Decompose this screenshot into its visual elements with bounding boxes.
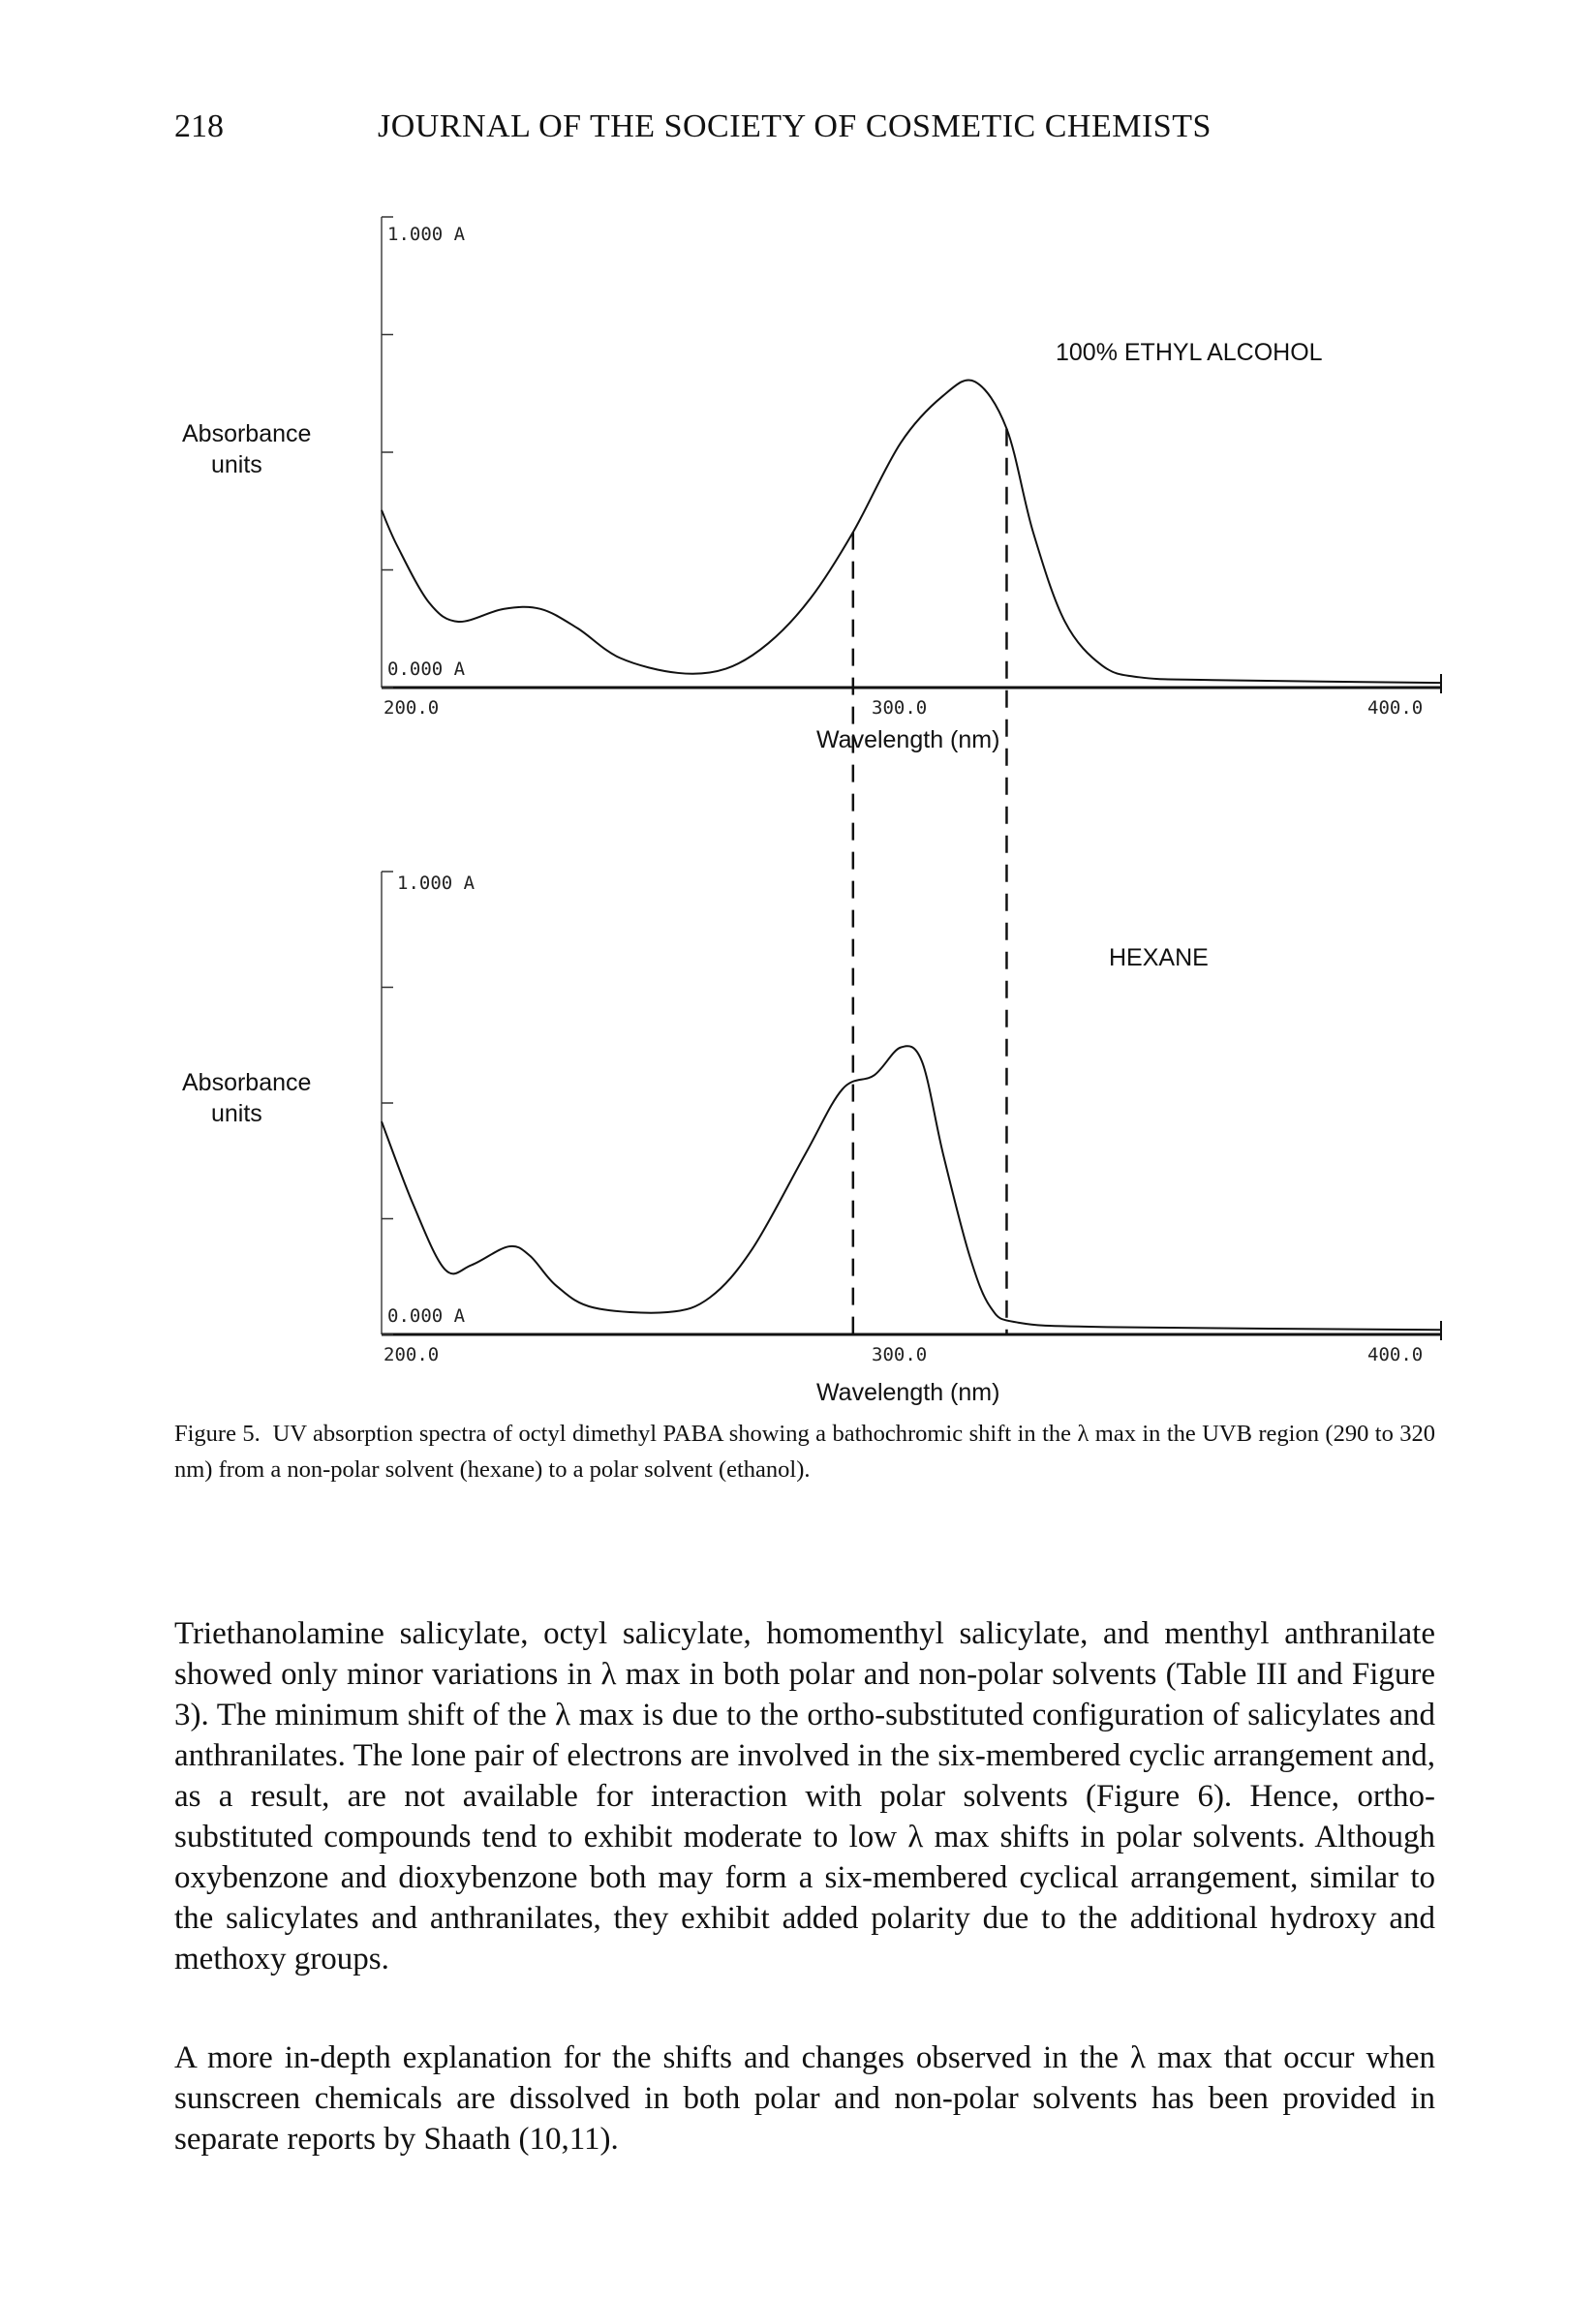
x-axis-label: Wavelength (nm)	[816, 726, 1000, 753]
y-axis-label-units: units	[211, 1100, 262, 1127]
x-tick-label: 300.0	[872, 1344, 928, 1365]
x-tick-label: 300.0	[872, 697, 928, 719]
y-max-label: 1.000 A	[387, 224, 466, 245]
caption-text: UV absorption spectra of octyl dimethyl PABA showing a bathochromic shift in the λ max in the UVB region (290 to 320 nm) from a non-polar solvent (hexane) to a polar solvent (ethanol).	[174, 1421, 1435, 1483]
y-axis-label: Absorbance	[182, 1069, 312, 1096]
y-min-label: 0.000 A	[387, 659, 466, 680]
x-tick-label: 400.0	[1367, 697, 1424, 719]
chart-hexane	[182, 873, 1423, 1406]
x-tick-label: 200.0	[384, 697, 440, 719]
x-axis-label: Wavelength (nm)	[816, 1379, 1000, 1406]
spectrum-line-ethanol	[382, 380, 1441, 683]
y-axis-label-units: units	[211, 451, 262, 478]
figure-caption	[174, 1416, 1435, 1487]
y-min-label: 0.000 A	[387, 1305, 466, 1327]
x-tick-label: 200.0	[384, 1344, 440, 1365]
y-max-label: 1.000 A	[397, 873, 476, 894]
chart-ethanol	[182, 224, 1423, 753]
body-paragraph: A more in-depth explanation for the shifts and changes observed in the λ max that occur when sunscreen chemicals are dissolved in both polar and non-polar solvents has been provided in separate reports by Shaath (10,11).	[174, 2040, 1435, 2157]
x-tick-label: 400.0	[1367, 1344, 1424, 1365]
page-number: 218	[174, 108, 224, 144]
caption-label: Figure 5.	[174, 1421, 261, 1447]
series-title: HEXANE	[1109, 944, 1209, 971]
journal-title: JOURNAL OF THE SOCIETY OF COSMETIC CHEMISTS	[378, 108, 1212, 144]
body-paragraph: Triethanolamine salicylate, octyl salicylate, homomenthyl salicylate, and menthyl anthranilate showed only minor variations in λ max in both polar and non-polar solvents (Table III and Figure 3). The minimum shift of the λ max is due to the ortho-substituted configuration of salicylates and anthranilates. The lone pair of electrons are involved in the six-membered cyclic arrangement and, as a result, are not available for interaction with polar solvents (Figure 6). Hence, ortho-substituted compounds tend to exhibit moderate to low λ max shifts in polar solvents. Although oxybenzone and dioxybenzone both may form a six-membered cyclical arrangement, similar to the salicylates and anthranilates, they exhibit added polarity due to the additional hydroxy and methoxy groups.	[174, 1616, 1435, 1976]
y-axis-label: Absorbance	[182, 420, 312, 447]
spectrum-line-hexane	[382, 1046, 1441, 1330]
series-title: 100% ETHYL ALCOHOL	[1056, 339, 1323, 366]
